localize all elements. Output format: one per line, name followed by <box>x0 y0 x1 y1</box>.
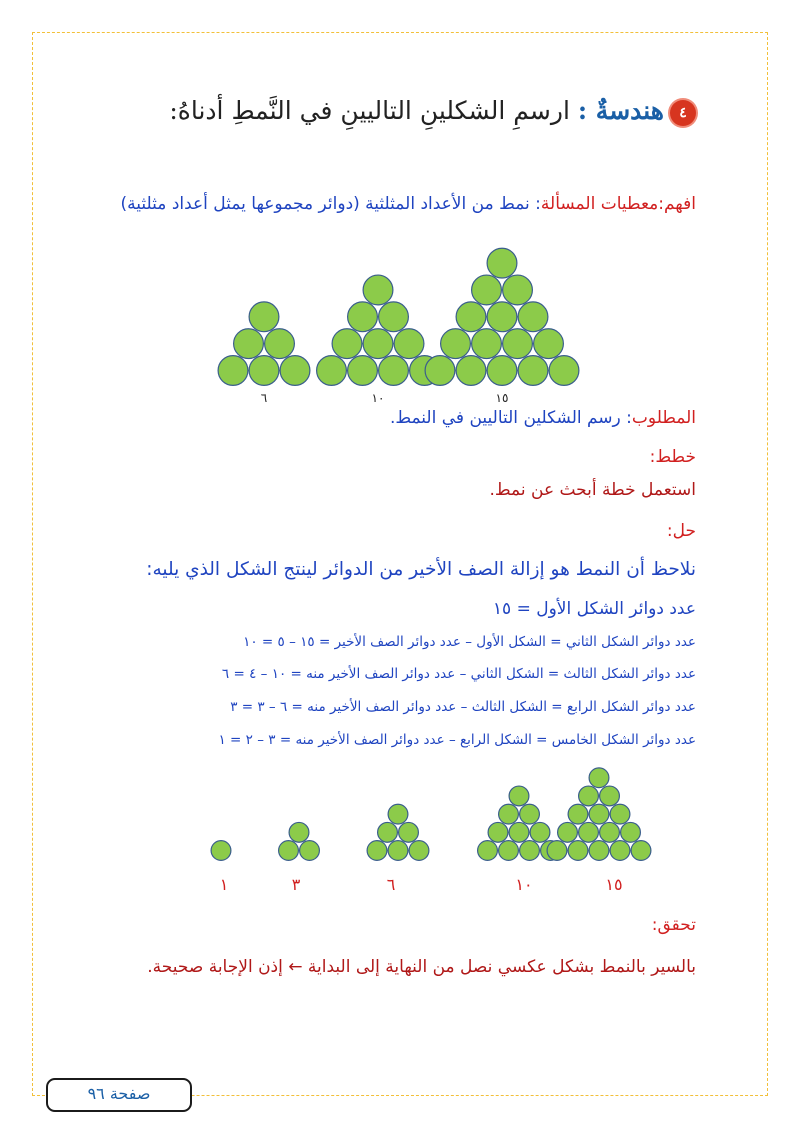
pattern-circle <box>425 356 455 386</box>
bottom-triangle-figure <box>547 768 651 861</box>
pattern-circle <box>518 356 548 386</box>
page-number-label: صفحة ٩٦ <box>87 1084 151 1103</box>
figure-count-label: ٦ <box>260 391 268 405</box>
pattern-circle <box>367 841 387 861</box>
solve-line: عدد دوائر الشكل الرابع = الشكل الثالث – عدد دوائر الصف الأخير منه = ٦ – ٣ = ٣ <box>230 699 696 715</box>
required-label: المطلوب <box>631 408 696 428</box>
pattern-circle <box>579 822 599 842</box>
pattern-circle <box>363 275 393 305</box>
pattern-circle <box>348 302 378 332</box>
bottom-triangle-figure <box>279 822 320 860</box>
pattern-circle <box>317 356 347 386</box>
pattern-circle <box>348 356 378 386</box>
pattern-circle <box>379 302 409 332</box>
pattern-circle <box>503 329 533 359</box>
check-text: بالسير بالنمط بشكل عكسي نصل من النهاية إلى البداية ← إذن الإجابة صحيحة. <box>147 957 696 977</box>
pattern-circle <box>249 302 279 332</box>
pattern-circle <box>478 841 498 861</box>
pattern-circle <box>487 248 517 278</box>
pattern-circle <box>456 356 486 386</box>
pattern-circle <box>249 356 279 386</box>
page-number-box <box>46 1078 192 1112</box>
pattern-circle <box>600 822 620 842</box>
pattern-circle <box>472 275 502 305</box>
pattern-circle <box>388 804 408 824</box>
pattern-circle <box>518 302 548 332</box>
givens-label: معطيات المسألة <box>540 194 659 214</box>
givens-text: : نمط من الأعداد المثلثية (دوائر مجموعها يمثل أعداد مثلثية) <box>120 194 541 214</box>
figure-count-label: ١٠ <box>371 391 385 405</box>
pattern-circle <box>558 822 578 842</box>
plan-label: خطط: <box>649 447 696 467</box>
top-triangle-figure <box>317 275 440 385</box>
solve-label: حل: <box>666 521 696 541</box>
solve-line: عدد دوائر الشكل الخامس = الشكل الرابع – عدد دوائر الصف الأخير منه = ٣ – ٢ = ١ <box>218 732 696 748</box>
understand-prefix: افهم: <box>658 194 696 214</box>
pattern-circle <box>379 356 409 386</box>
pattern-circle <box>509 786 529 806</box>
pattern-circle <box>568 804 588 824</box>
bottom-figure-count-label: ١٠ <box>515 875 533 894</box>
pattern-circle <box>363 329 393 359</box>
pattern-circle <box>547 841 567 861</box>
required-section <box>390 405 696 431</box>
pattern-circle <box>520 841 540 861</box>
pattern-circle <box>265 329 295 359</box>
pattern-circle <box>409 841 429 861</box>
bottom-figure-count-label: ١٥ <box>605 875 623 894</box>
bottom-triangle-figure <box>367 804 429 860</box>
pattern-circle <box>488 822 508 842</box>
check-label: تحقق: <box>651 915 696 935</box>
pattern-circle <box>610 841 630 861</box>
pattern-circle <box>441 329 471 359</box>
plan-text: استعمل خطة أبحث عن نمط. <box>489 480 696 500</box>
pattern-circle <box>621 822 641 842</box>
pattern-circle <box>499 804 519 824</box>
required-text: : رسم الشكلين التاليين في النمط. <box>389 408 632 428</box>
pattern-circle <box>499 841 519 861</box>
pattern-circle <box>211 841 231 861</box>
pattern-circle <box>487 302 517 332</box>
pattern-circle <box>549 356 579 386</box>
solve-line: عدد دوائر الشكل الثالث = الشكل الثاني – عدد دوائر الصف الأخير منه = ١٠ – ٤ = ٦ <box>221 666 696 682</box>
pattern-circle <box>300 841 320 861</box>
solve-intro: نلاحظ أن النمط هو إزالة الصف الأخير من الدوائر لينتج الشكل الذي يليه: <box>146 559 696 580</box>
pattern-circle <box>589 768 609 788</box>
top-triangle-figure <box>218 302 310 385</box>
pattern-circle <box>589 841 609 861</box>
bottom-figure-count-label: ٦ <box>386 875 396 894</box>
pattern-circle <box>487 356 517 386</box>
pattern-circle <box>279 841 299 861</box>
pattern-circle <box>332 329 362 359</box>
top-triangle-figure <box>425 248 579 385</box>
pattern-circle <box>568 841 588 861</box>
solve-line: عدد دوائر الشكل الثاني = الشكل الأول – عدد دوائر الصف الأخير = ١٥ – ٥ = ١٠ <box>243 634 696 650</box>
problem-number-badge: ٤ <box>670 100 696 126</box>
pattern-circle <box>610 804 630 824</box>
solve-first-line: عدد دوائر الشكل الأول = ١٥ <box>492 599 696 619</box>
figure-count-label: ١٥ <box>495 391 509 405</box>
pattern-circle <box>631 841 651 861</box>
pattern-circle <box>509 822 529 842</box>
pattern-circle <box>579 786 599 806</box>
pattern-circle <box>394 329 424 359</box>
pattern-circle <box>472 329 502 359</box>
pattern-circle <box>280 356 310 386</box>
pattern-circle <box>399 822 419 842</box>
pattern-circle <box>289 822 309 842</box>
pattern-circle <box>503 275 533 305</box>
pattern-circle <box>530 822 550 842</box>
pattern-circle <box>534 329 564 359</box>
bottom-figure-count-label: ٣ <box>291 875 301 894</box>
pattern-circle <box>600 786 620 806</box>
bottom-triangle-figure <box>211 841 231 861</box>
pattern-circle <box>520 804 540 824</box>
bottom-figure-count-label: ١ <box>219 875 229 894</box>
problem-title-text: ارسمِ الشكلينِ التاليينِ في النَّمطِ أدناهُ: <box>169 96 578 125</box>
pattern-circle <box>589 804 609 824</box>
pattern-circle <box>234 329 264 359</box>
pattern-circle <box>378 822 398 842</box>
pattern-circle <box>388 841 408 861</box>
pattern-circle <box>218 356 248 386</box>
pattern-circle <box>456 302 486 332</box>
problem-title-strong: هندسةٌ : <box>577 96 664 125</box>
